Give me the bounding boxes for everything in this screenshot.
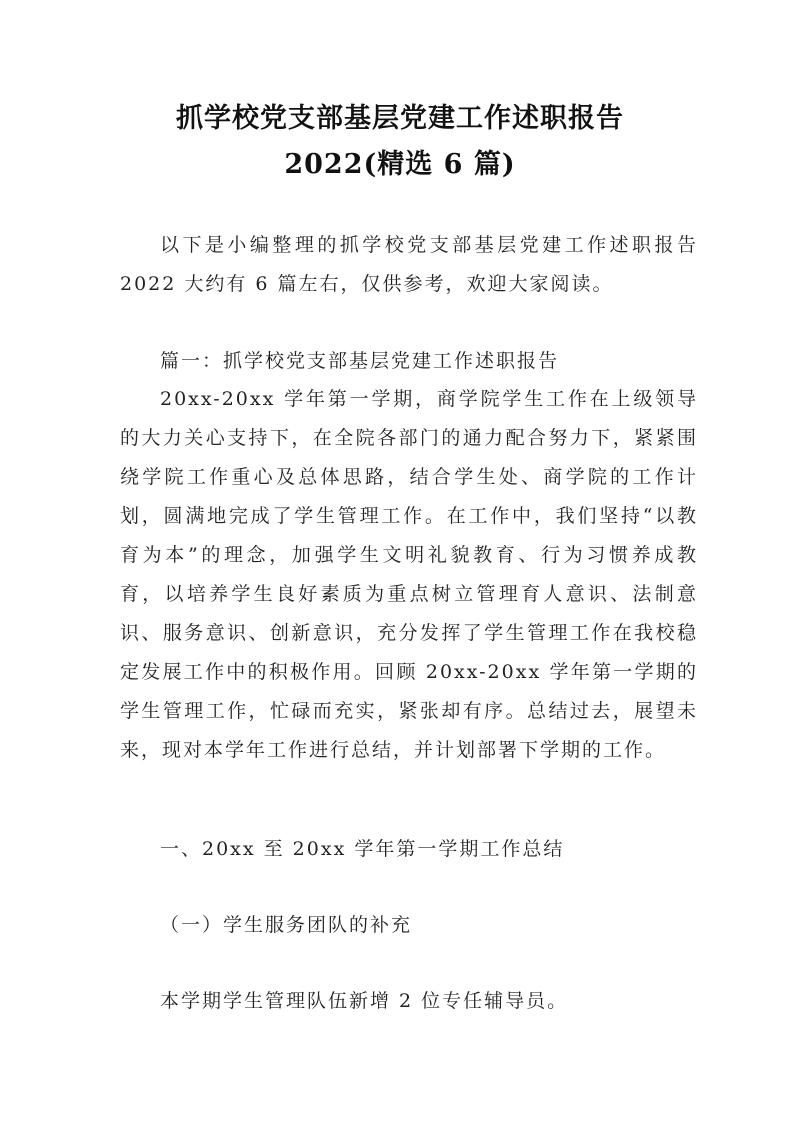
heading-1-block [120,830,698,869]
last-paragraph: 本学期学生管理队伍新增 2 位专任辅导员。 [160,990,569,1012]
section-body-block [120,380,698,770]
intro-paragraph-block [120,226,698,304]
section-body-paragraph: 20xx-20xx 学年第一学期，商学院学生工作在上级领导的大力关心支持下，在全院各部门的通力配合努力下，紧紧围绕学院工作重心及总体思路，结合学生处、商学院的工作计划，圆满地完成了学生管理工作。在工作中，我们坚持“以教育为本”的理念，加强学生文明礼貌教育、行为习惯养成教育，以培养学生良好素质为重点树立管理育人意识、法制意识、服务意识、创新意识，充分发挥了学生管理工作在我校稳定发展工作中的积极作用。回顾 20xx-20xx 学年第一学期的学生管理工作，忙碌而充实，紧张却有序。总结过去，展望未来，现对本学年工作进行总结，并计划部署下学期的工作。 [120,388,698,761]
section-title: 篇一：抓学校党支部基层党建工作述职报告 [160,350,560,372]
heading-2-block [120,906,698,945]
last-paragraph-block [120,982,698,1021]
section-title-block [120,342,698,381]
heading-1: 一、20xx 至 20xx 学年第一学期工作总结 [160,838,565,860]
title-line-1: 抓学校党支部基层党建工作述职报告 [176,103,624,134]
heading-2: （一）学生服务团队的补充 [160,914,413,936]
title-line-2: 2022(精选 6 篇) [284,149,516,180]
intro-paragraph: 以下是小编整理的抓学校党支部基层党建工作述职报告 2022 大约有 6 篇左右，仅供参考，欢迎大家阅读。 [120,234,698,295]
document-title [0,96,800,188]
